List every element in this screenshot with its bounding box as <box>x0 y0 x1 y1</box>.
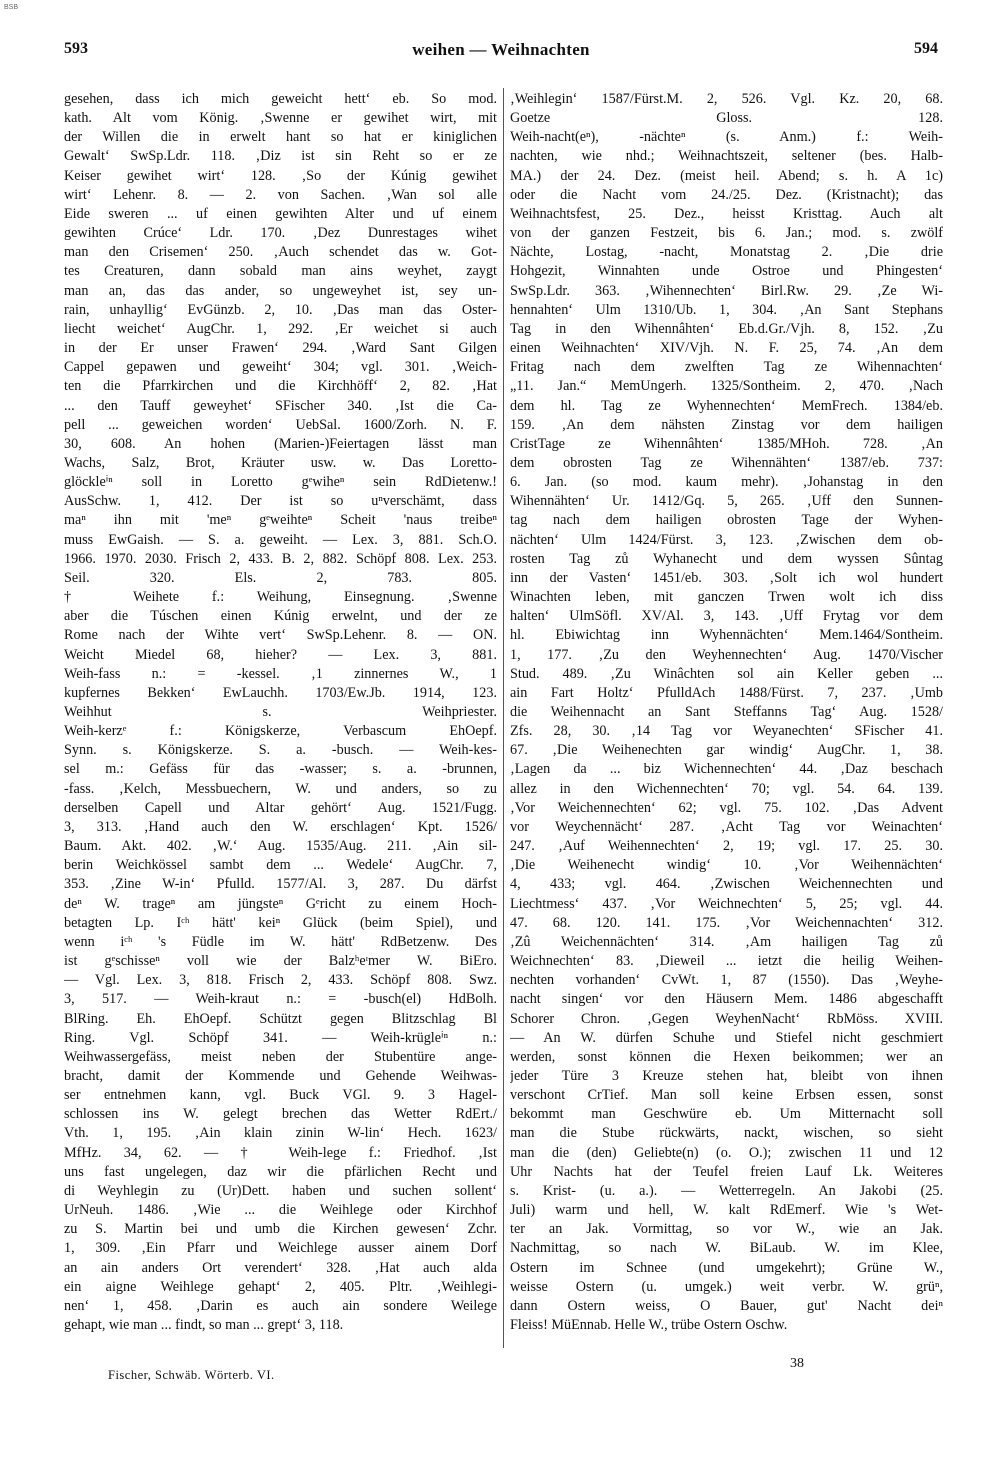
text-line: 47. 68. 120. 141. 175. ‚Vor Weichennachten‘ 312. <box>510 914 943 931</box>
text-line: Uhr Nachts hat der Teufel freien Lauf Lk. Weiteres <box>510 1163 943 1180</box>
text-line: Weichnechten‘ 83. ‚Dieweil ... ietzt die heilig Weihen- <box>510 953 943 970</box>
text-line: weisse Ostern (u. umgek.) weit verbr. W. grüⁿ, <box>510 1278 943 1295</box>
text-line: hennahten‘ Ulm 1310/Ub. 1, 304. ‚An Sant Stephans <box>510 301 943 318</box>
text-line: berin Weichkössel sambt dem ... Wedele‘ AugChr. 7, <box>64 857 497 874</box>
text-line: tes Creaturen, dann sobald man ains weyhet, zaygt <box>64 263 497 280</box>
text-line: ‚Zû Weichennächten‘ 314. ‚Am hailigen Tag zů <box>510 933 943 950</box>
text-line: Juli) warm und hell, W. kalt RdEmerf. Wie 's Wet- <box>510 1202 943 1219</box>
text-line: 353. ‚Zine W-in‘ Pfulld. 1577/Al. 3, 287. Du därfst <box>64 876 497 893</box>
text-line: 159. ‚An dem nähsten Zinstag vor dem hailigen <box>510 416 943 433</box>
text-line: SwSp.Ldr. 363. ‚Wihennechten‘ Birl.Rw. 29. ‚Ze Wi- <box>510 282 943 299</box>
text-line: Vth. 1, 195. ‚Ain klain zinin W-lin‘ Hech. 1623/ <box>64 1125 497 1142</box>
text-line: Weihhut s. Weihpriester. <box>64 704 497 720</box>
text-line: Schorer Chron. ‚Gegen WeyhenNacht‘ RbMöss. XVIII. <box>510 1010 943 1027</box>
text-line: ain Fart Holtz‘ PfulldAch 1488/Fürst. 7, 237. ‚Umb <box>510 684 943 701</box>
text-line: betagten Lp. Iᶜʰ hätt' keiⁿ Glück (beim Spiel), und <box>64 914 497 931</box>
text-line: Seil. 320. Els. 2, 783. 805. <box>64 569 497 586</box>
text-line: rain, unhayllig‘ EvGünzb. 2, 10. ‚Das man das Oster- <box>64 301 497 318</box>
text-line: Weihnachtsfest, 25. Dez., heisst Kristtag. Auch alt <box>510 205 943 222</box>
text-line: Fleiss! MüEnnab. Helle W., trübe Ostern Oschw. <box>510 1317 788 1333</box>
text-line: der Willen die in erwelt hant so hat er kiniglichen <box>64 129 497 146</box>
text-line: Zfs. 28, 30. ‚14 Tag vor Weyanechten‘ SFischer 41. <box>510 723 943 740</box>
text-line: wirt‘ Lehenr. 8. — 2. von Sachen. ‚Wan sol alle <box>64 186 497 203</box>
text-line: hl. Ebiwichtag inn Wyhennächten‘ Mem.1464/Sontheim. <box>510 627 943 644</box>
column-divider <box>503 88 504 1348</box>
text-line: s. Krist- (u. a.). — Wetterregeln. An Jakobi (25. <box>510 1182 943 1199</box>
text-line: wenn iᶜʰ 's Füdle im W. hätt' RdBetzenw. Des <box>64 933 497 950</box>
text-line: † Weihete f.: Weihung, Einsegnung. ‚Swenne <box>64 589 497 606</box>
text-line: — An W. dürfen Schuhe und Stiefel nicht geschmiert <box>510 1029 943 1046</box>
text-line: ‚Vor Weichennechten‘ 62; vgl. 75. 102. ‚Das Advent <box>510 799 943 816</box>
text-line: verschont CrTief. Man soll keine Erbsen essen, sonst <box>510 1087 943 1104</box>
text-line: 6. Jan. (so mod. kaum mehr). ‚Johanstag in den <box>510 474 943 491</box>
text-line: Wachs, Salz, Brot, Kräuter usw. w. Das Loretto- <box>64 454 497 471</box>
text-line: gewihten Crúce‘ Ldr. 170. ‚Dez Dunrestages wihet <box>64 225 497 242</box>
text-line: ter an Jak. Vormittag, so vor W., wie an Jak. <box>510 1221 943 1238</box>
text-line: schlossen ins W. gelegt brechen das Wetter RdErt./ <box>64 1106 497 1123</box>
text-line: liecht weichet‘ AugChr. 1, 292. ‚Er weichet si auch <box>64 320 497 337</box>
text-line: Fritag nach dem zwelften Tag ze Wihennachten‘ <box>510 359 943 376</box>
text-line: aber die Túschen einen Kúnig erwelnt, und der ze <box>64 608 497 625</box>
text-line: nächten‘ Ulm 1424/Fürst. 3, 123. ‚Zwischen dem ob- <box>510 531 943 548</box>
text-line: die Weihennacht an Sant Steffanns Tag‘ Aug. 1528/ <box>510 704 943 720</box>
text-line: MA.) der 24. Dez. (meist heil. Abend; s. h. A 1c) <box>510 167 943 184</box>
text-line: muss EwGaish. — S. a. geweiht. — Lex. 3, 881. Sch.O. <box>64 531 497 548</box>
text-line: man die Stube rückwärts, nackt, wischen, so sieht <box>510 1125 943 1142</box>
text-line: man die (den) Geliebte(n) (o. O.); zwischen 11 und 12 <box>510 1144 943 1161</box>
page-header <box>64 40 938 62</box>
text-line: Winachten leben, mit ganczen Trwen wolt ich diss <box>510 589 943 606</box>
text-line: Keiser gewihet wirt‘ 128. ‚So der Kúnig gewihet <box>64 167 497 184</box>
page-number-right: 594 <box>914 40 938 57</box>
text-line: Rome nach der Wihte vert‘ SwSp.Lehenr. 8. — ON. <box>64 627 497 644</box>
text-line: deⁿ W. trageⁿ am jüngsteⁿ Gᵉricht zu einem Hoch- <box>64 895 497 912</box>
text-line: derselben Capell und Altar gehört‘ Aug. 1521/Fugg. <box>64 799 497 816</box>
text-line: 1, 177. ‚Zu den Weyhennechten‘ Aug. 1470/Vischer <box>510 646 943 663</box>
text-line: Synn. s. Königskerze. S. a. -busch. — Weih-kes- <box>64 742 497 759</box>
text-line: 1, 309. ‚Ein Pfarr und Weichlege ausser ainem Dorf <box>64 1240 497 1257</box>
text-line: di Weyhlegin zu (Ur)Dett. haben und suchen sollent‘ <box>64 1182 497 1199</box>
text-line: halten‘ UlmSöfl. XV/Al. 3, 143. ‚Uff Frytag vor dem <box>510 608 943 625</box>
text-line: gehapt, wie man ... findt, so man ... grept‘ 3, 118. <box>64 1317 344 1333</box>
text-line: zu S. Martin bei und umb die Kirchen gewesen‘ Zchr. <box>64 1221 497 1238</box>
text-line: AusSchw. 1, 412. Der ist so uⁿverschämt, dass <box>64 493 497 510</box>
text-line: UrNeuh. 1486. ‚Wie ... die Weihlege oder Kirchhof <box>64 1202 497 1219</box>
text-line: Weih-nacht(eⁿ), -nächteⁿ (s. Anm.) f.: Weih- <box>510 129 943 146</box>
text-line: in der Er unser Frawen‘ 294. ‚Ward Sant Gilgen <box>64 340 497 357</box>
text-line: ... den Tauff geweyhet‘ SFischer 340. ‚Ist die Ca- <box>64 397 497 414</box>
page-number-left: 593 <box>64 40 88 57</box>
text-line: Hohgezit, Winnahten unde Ostroe und Phingesten‘ <box>510 263 943 280</box>
text-line: 67. ‚Die Weihenechten gar windig‘ AugChr. 1, 38. <box>510 742 943 759</box>
text-line: Gewalt‘ SwSp.Ldr. 118. ‚Diz ist sin Reht so er ze <box>64 148 497 165</box>
text-line: Baum. Akt. 402. ‚W.‘ Aug. 1535/Aug. 211. ‚Ain sil- <box>64 838 497 855</box>
text-line: man den Crisemen‘ 250. ‚Auch schendet das w. Got- <box>64 244 497 261</box>
running-title: weihen — Weihnachten <box>412 40 590 59</box>
text-line: rosten Tag zů Wyhanecht und dem wyssen Sûntag <box>510 550 943 567</box>
text-line: werden, sonst können die Hexen beikommen; wer an <box>510 1048 943 1065</box>
text-line: Ostern im Schnee (und umgekehrt); Grüne W., <box>510 1259 943 1276</box>
text-line: Weihwassergefäss, meist neben der Stubentüre ange- <box>64 1048 497 1065</box>
text-line: man an, das das ander, so ungeweyhet ist, sey un- <box>64 282 497 299</box>
text-line: ‚Weihlegin‘ 1587/Fürst.M. 2, 526. Vgl. Kz. 20, 68. <box>510 91 943 107</box>
text-line: vor Weychennächt‘ 287. ‚Acht Tag vor Weinachten‘ <box>510 818 943 835</box>
text-line: -fass. ‚Kelch, Messbuechern, W. und anders, so zu <box>64 780 497 797</box>
text-line: dem obrosten Tag ze Wihennähten‘ 1387/eb. 737: <box>510 454 943 471</box>
text-line: dem hl. Tag ze Wyhennechten‘ MemFrech. 1384/eb. <box>510 397 943 414</box>
text-line: Goetze Gloss. 128. <box>510 110 943 127</box>
text-line: 3, 313. ‚Hand auch den W. erschlagen‘ Kpt. 1526/ <box>64 818 497 835</box>
text-line: 247. ‚Auf Weihennechten‘ 2, 19; vgl. 17. 25. 30. <box>510 838 943 855</box>
text-line: glöckleⁱⁿ soll in Loretto gᵉwiheⁿ sein RdDietenw.! <box>64 474 497 491</box>
text-line: dann Ostern weiss, O Bauer, gut' Nacht deiⁿ <box>510 1297 943 1314</box>
library-mark: BSB <box>4 4 19 11</box>
text-line: allez in den Wichennechten‘ 70; vgl. 54. 64. 139. <box>510 780 943 797</box>
text-line: 1966. 1970. 2030. Frisch 2, 433. B. 2, 882. Schöpf 808. Lex. 253. <box>64 550 497 567</box>
text-line: Cappel gepawen und geweiht‘ 304; vgl. 301. ‚Weich- <box>64 359 497 376</box>
text-line: Nachmittag, so nach W. BiLaub. W. im Klee, <box>510 1240 943 1257</box>
text-line: 4, 433; vgl. 464. ‚Zwischen Weichennechten und <box>510 876 943 893</box>
text-line: Weih-fass n.: = -kessel. ‚1 zinnernes W., 1 <box>64 665 497 682</box>
text-line: ‚Lagen da ... biz Wichennechten‘ 44. ‚Daz beschach <box>510 761 943 778</box>
left-column <box>64 90 497 1345</box>
text-line: Weicht Miedel 68, hieher? — Lex. 3, 881. <box>64 646 497 663</box>
text-line: von der ganzen Festzeit, bis 6. Jan.; mod. s. zwölf <box>510 225 943 242</box>
text-line: 30, 608. An hohen (Marien-)Feiertagen lässt man <box>64 435 497 452</box>
text-line: Weih-kerzᵉ f.: Königskerze, Verbascum EhOepf. <box>64 723 497 740</box>
sheet-number: 38 <box>790 1356 804 1371</box>
right-column <box>510 90 943 1345</box>
text-line: oder die Nacht vom 24./25. Dez. (Kristnacht); das <box>510 186 943 203</box>
text-line: gesehen, dass ich mich geweicht hett‘ eb. So mod. <box>64 91 497 107</box>
text-line: Ring. Vgl. Schöpf 341. — Weih-krügleⁱⁿ n.: <box>64 1029 497 1046</box>
text-line: pell ... geweichen worden‘ UebSal. 1600/Zorh. N. F. <box>64 416 497 433</box>
text-line: Eide sweren ... uf einen gewihten Alter und uf einem <box>64 205 497 222</box>
text-line: ist gᵉschisseⁿ voll wie der Balzʰeᶦmer W. BiEro. <box>64 953 497 970</box>
text-line: ser entnehmen kann, vgl. Buck VGl. 9. 3 Hagel- <box>64 1087 497 1104</box>
text-line: MfHz. 34, 62. — † Weih-lege f.: Friedhof. ‚Ist <box>64 1144 497 1161</box>
text-line: CristTage ze Wihennâhten‘ 1385/MHoh. 728. ‚An <box>510 435 943 452</box>
text-line: nechten vorhanden‘ CvWt. 1, 87 (1550). Das ‚Weyhe- <box>510 972 943 989</box>
text-line: nen‘ 1, 458. ‚Darin es auch ain sondere Weilege <box>64 1297 497 1314</box>
text-line: Stud. 489. ‚Zu Winâchten sol ain Keller geben ... <box>510 665 943 682</box>
text-line: ‚Die Weihenecht windig‘ 10. ‚Vor Weihennächten‘ <box>510 857 943 874</box>
text-line: nacht singen‘ vor den Häusern Mem. 1486 abgeschafft <box>510 991 943 1008</box>
text-line: Wihennähten‘ Ur. 1412/Gq. 5, 265. ‚Uff den Sunnen- <box>510 493 943 510</box>
text-line: — Vgl. Lex. 3, 818. Frisch 2, 433. Schöpf 808. Swz. <box>64 972 497 989</box>
footer-imprint: Fischer, Schwäb. Wörterb. VI. <box>108 1368 275 1382</box>
text-line: einen Weihnachten‘ XIV/Vjh. N. F. 25, 74. ‚An dem <box>510 340 943 357</box>
text-line: BlRing. Eh. EhOepf. Schützt gegen Blitzschlag Bl <box>64 1010 497 1027</box>
text-line: jeder Türe 3 Kreuze stehen hat, bleibt von ihnen <box>510 1067 943 1084</box>
text-line: tag nach dem hailigen obrosten Tage der Wyhen- <box>510 512 943 529</box>
text-line: uns fast ungelegen, daz wir die pfärlichen Recht und <box>64 1163 497 1180</box>
text-line: Nächte, Lostag, -nacht, Monatstag 2. ‚Die drie <box>510 244 943 261</box>
text-line: inn der Vasten‘ 1451/eb. 303. ‚Solt ich wol hundert <box>510 569 943 586</box>
text-line: nachten, wie nhd.; Weihnachtszeit, seltener (bes. Halb- <box>510 148 943 165</box>
text-line: kath. Alt vom König. ‚Swenne er gewihet wirt, mit <box>64 110 497 127</box>
text-line: kupfernes Bekken‘ EwLauchh. 1703/Ew.Jb. 1914, 123. <box>64 684 497 701</box>
text-line: an ain anders Ort verendert‘ 328. ‚Hat auch alda <box>64 1259 497 1276</box>
text-line: Tag in den Wihennâhten‘ Eb.d.Gr./Vjh. 8, 152. ‚Zu <box>510 320 943 337</box>
text-line: ten die Pfarrkirchen und die Kirchhöff‘ 2, 82. ‚Hat <box>64 378 497 395</box>
text-line: maⁿ ihn mit 'meⁿ gᵉweihteⁿ Scheit 'naus treibeⁿ <box>64 512 497 529</box>
text-line: sel m.: Gefäss für das -wasser; s. a. -brunnen, <box>64 761 497 778</box>
text-line: Liechtmess‘ 437. ‚Vor Weichnechten‘ 5, 25; vgl. 44. <box>510 895 943 912</box>
text-line: ein aigne Weihlege gehapt‘ 2, 405. Pltr. ‚Weihlegi- <box>64 1278 497 1295</box>
text-line: bracht, damit der Kommende und Gehende Weihwas- <box>64 1067 497 1084</box>
text-line: „11. Jan.“ MemUngerh. 1325/Sontheim. 2, 470. ‚Nach <box>510 378 943 395</box>
text-line: 3, 517. — Weih-kraut n.: = -busch(el) HdBolh. <box>64 991 497 1008</box>
text-line: bekommt man Geschwüre eb. Um Mitternacht soll <box>510 1106 943 1123</box>
